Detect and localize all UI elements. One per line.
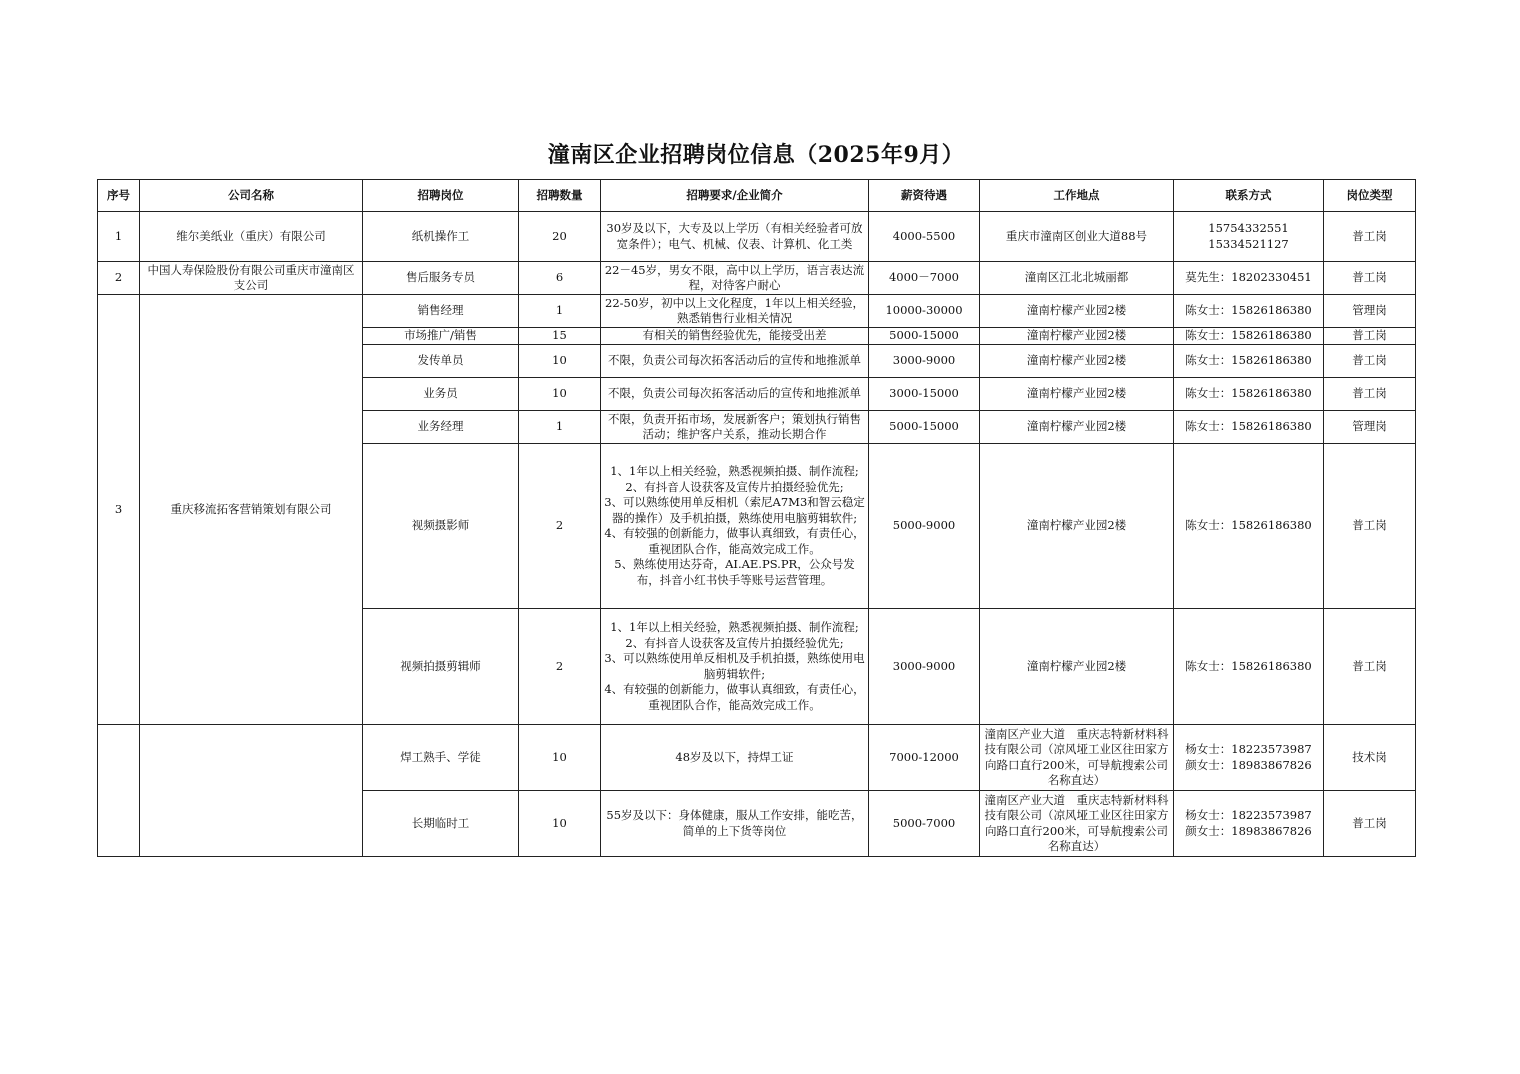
contact-cell: 杨女士：18223573987 颜女士：18983867826	[1174, 725, 1324, 791]
position-cell: 焊工熟手、学徒	[363, 725, 519, 791]
contact-cell: 陈女士：15826186380	[1174, 609, 1324, 725]
position-cell: 纸机操作工	[363, 212, 519, 262]
header-type: 岗位类型	[1324, 180, 1416, 212]
company-cell	[140, 725, 363, 857]
table-row	[98, 295, 1416, 328]
seq-cell	[98, 725, 140, 857]
requirements-cell: 30岁及以下，大专及以上学历（有相关经验者可放宽条件）；电气、机械、仪表、计算机、化工类	[601, 212, 869, 262]
requirements-cell: 不限，负责公司每次拓客活动后的宣传和地推派单	[601, 345, 869, 378]
location-cell: 重庆市潼南区创业大道88号	[980, 212, 1174, 262]
contact-cell: 莫先生：18202330451	[1174, 262, 1324, 295]
position-cell: 长期临时工	[363, 791, 519, 857]
salary-cell: 7000-12000	[869, 725, 980, 791]
requirements-cell: 1、1年以上相关经验，熟悉视频拍摄、制作流程; 2、有抖音人设获客及宣传片拍摄经验优先; 3、可以熟练使用单反相机及手机拍摄，熟练使用电脑剪辑软件; 4、有较强的创新能力，做事认真细致，有责任心，重视团队合作，能高效完成工作。	[601, 609, 869, 725]
type-cell: 普工岗	[1324, 345, 1416, 378]
table-row	[98, 725, 1416, 791]
position-cell: 视频拍摄剪辑师	[363, 609, 519, 725]
contact-cell: 陈女士：15826186380	[1174, 411, 1324, 444]
count-cell: 6	[519, 262, 601, 295]
location-cell: 潼南柠檬产业园2楼	[980, 444, 1174, 609]
count-cell: 10	[519, 378, 601, 411]
position-cell: 市场推广/销售	[363, 328, 519, 345]
requirements-cell: 1、1年以上相关经验，熟悉视频拍摄、制作流程; 2、有抖音人设获客及宣传片拍摄经验优先; 3、可以熟练使用单反相机（索尼A7M3和智云稳定器的操作）及手机拍摄，熟练使用电脑剪辑软件; 4、有较强的创新能力，做事认真细致，有责任心，重视团队合作，能高效完成工作。 5、熟练使用达芬奇，AI.AE.PS.PR，公众号发布，抖音小红书快手等账号运营管理。	[601, 444, 869, 609]
type-cell: 普工岗	[1324, 328, 1416, 345]
salary-cell: 3000-15000	[869, 378, 980, 411]
requirements-cell: 不限，负责公司每次拓客活动后的宣传和地推派单	[601, 378, 869, 411]
count-cell: 20	[519, 212, 601, 262]
location-cell: 潼南区产业大道 重庆志特新材料科技有限公司（凉风垭工业区往田家方向路口直行200米，可导航搜索公司名称直达）	[980, 725, 1174, 791]
location-cell: 潼南区江北北城丽都	[980, 262, 1174, 295]
salary-cell: 3000-9000	[869, 345, 980, 378]
contact-cell: 陈女士：15826186380	[1174, 378, 1324, 411]
position-cell: 视频摄影师	[363, 444, 519, 609]
type-cell: 普工岗	[1324, 378, 1416, 411]
position-cell: 业务员	[363, 378, 519, 411]
jobs-table	[97, 179, 1416, 857]
location-cell: 潼南柠檬产业园2楼	[980, 345, 1174, 378]
location-cell: 潼南柠檬产业园2楼	[980, 609, 1174, 725]
header-contact: 联系方式	[1174, 180, 1324, 212]
salary-cell: 3000-9000	[869, 609, 980, 725]
count-cell: 1	[519, 411, 601, 444]
table-row	[98, 262, 1416, 295]
contact-cell: 陈女士：15826186380	[1174, 295, 1324, 328]
page-title: 潼南区企业招聘岗位信息（2025年9月）	[547, 142, 965, 168]
contact-cell: 杨女士：18223573987 颜女士：18983867826	[1174, 791, 1324, 857]
position-cell: 业务经理	[363, 411, 519, 444]
header-seq: 序号	[98, 180, 140, 212]
salary-cell: 10000-30000	[869, 295, 980, 328]
count-cell: 10	[519, 345, 601, 378]
position-cell: 售后服务专员	[363, 262, 519, 295]
count-cell: 2	[519, 609, 601, 725]
location-cell: 潼南区产业大道 重庆志特新材料科技有限公司（凉风垭工业区往田家方向路口直行200米，可导航搜索公司名称直达）	[980, 791, 1174, 857]
salary-cell: 5000-7000	[869, 791, 980, 857]
count-cell: 2	[519, 444, 601, 609]
company-cell: 重庆移流拓客营销策划有限公司	[140, 295, 363, 725]
location-cell: 潼南柠檬产业园2楼	[980, 378, 1174, 411]
contact-cell: 15754332551 15334521127	[1174, 212, 1324, 262]
type-cell: 普工岗	[1324, 791, 1416, 857]
company-cell: 维尔美纸业（重庆）有限公司	[140, 212, 363, 262]
requirements-cell: 有相关的销售经验优先，能接受出差	[601, 328, 869, 345]
requirements-cell: 55岁及以下：身体健康，服从工作安排，能吃苦，简单的上下货等岗位	[601, 791, 869, 857]
header-salary: 薪资待遇	[869, 180, 980, 212]
salary-cell: 4000－7000	[869, 262, 980, 295]
contact-cell: 陈女士：15826186380	[1174, 328, 1324, 345]
requirements-cell: 22－45岁，男女不限，高中以上学历，语言表达流程，对待客户耐心	[601, 262, 869, 295]
type-cell: 普工岗	[1324, 212, 1416, 262]
requirements-cell: 22-50岁，初中以上文化程度，1年以上相关经验， 熟悉销售行业相关情况	[601, 295, 869, 328]
requirements-cell: 不限，负责开拓市场，发展新客户；策划执行销售活动；维护客户关系，推动长期合作	[601, 411, 869, 444]
header-requirements: 招聘要求/企业简介	[601, 180, 869, 212]
header-row	[98, 180, 1416, 212]
position-cell: 发传单员	[363, 345, 519, 378]
header-count: 招聘数量	[519, 180, 601, 212]
contact-cell: 陈女士：15826186380	[1174, 345, 1324, 378]
type-cell: 技术岗	[1324, 725, 1416, 791]
type-cell: 普工岗	[1324, 444, 1416, 609]
salary-cell: 5000-9000	[869, 444, 980, 609]
location-cell: 潼南柠檬产业园2楼	[980, 328, 1174, 345]
type-cell: 管理岗	[1324, 411, 1416, 444]
count-cell: 15	[519, 328, 601, 345]
header-location: 工作地点	[980, 180, 1174, 212]
position-cell: 销售经理	[363, 295, 519, 328]
seq-cell: 3	[98, 295, 140, 725]
type-cell: 管理岗	[1324, 295, 1416, 328]
type-cell: 普工岗	[1324, 262, 1416, 295]
requirements-cell: 48岁及以下，持焊工证	[601, 725, 869, 791]
seq-cell: 2	[98, 262, 140, 295]
contact-cell: 陈女士：15826186380	[1174, 444, 1324, 609]
seq-cell: 1	[98, 212, 140, 262]
count-cell: 10	[519, 791, 601, 857]
count-cell: 1	[519, 295, 601, 328]
count-cell: 10	[519, 725, 601, 791]
salary-cell: 5000-15000	[869, 328, 980, 345]
location-cell: 潼南柠檬产业园2楼	[980, 411, 1174, 444]
header-company: 公司名称	[140, 180, 363, 212]
header-position: 招聘岗位	[363, 180, 519, 212]
type-cell: 普工岗	[1324, 609, 1416, 725]
table-row	[98, 212, 1416, 262]
salary-cell: 5000-15000	[869, 411, 980, 444]
salary-cell: 4000-5500	[869, 212, 980, 262]
location-cell: 潼南柠檬产业园2楼	[980, 295, 1174, 328]
company-cell: 中国人寿保险股份有限公司重庆市潼南区支公司	[140, 262, 363, 295]
